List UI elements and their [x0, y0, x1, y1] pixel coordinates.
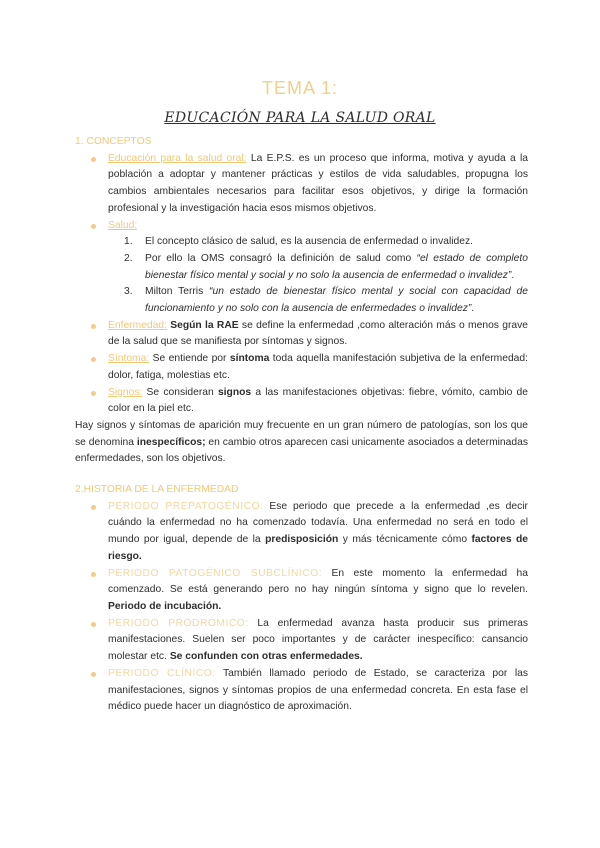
term-bold: Según la RAE [166, 319, 239, 331]
period-text: y más técnicamente cómo [338, 534, 472, 546]
term-bold: signos [217, 386, 252, 398]
list-item-sintoma [108, 351, 528, 384]
page-subtitle: EDUCACIÓN PARA LA SALUD ORAL [164, 110, 436, 126]
para-bold: inespecíficos; [136, 436, 206, 448]
periods-list [75, 499, 528, 716]
term-label: Educación para la salud oral: [108, 152, 247, 164]
list-item-period [108, 616, 528, 666]
page-title: TEMA 1: [261, 78, 339, 98]
item-quote: “un estado de bienestar físico mental y social con capacidad de funcionamiento y no solo con la ausencia de enfermedades o invalidez” [145, 286, 528, 315]
list-item-period [108, 499, 528, 566]
numbered-item [124, 284, 528, 317]
item-number: 2. [124, 252, 133, 264]
numbered-item [124, 251, 528, 284]
salud-numbered-list [108, 234, 528, 318]
list-item-eps [108, 151, 528, 218]
term-label: Salud: [108, 219, 138, 231]
period-label: PERIODO PRODRÓMICO: [108, 617, 249, 629]
item-number: 1. [124, 236, 133, 248]
period-label: PERIODO PREPATOGÉNICO: [108, 500, 264, 512]
period-bold: Periodo de incubación. [108, 600, 222, 612]
item-text: Milton Terris [145, 286, 210, 298]
term-label: Síntoma: [108, 353, 150, 365]
item-tail: . [471, 303, 475, 315]
term-text: toda aquella manifestación subjetiva de la enfermedad: dolor, fatiga, molestias etc. [108, 353, 528, 381]
item-text: El concepto clásico de salud, es la ausencia de enfermedad o invalidez. [145, 236, 473, 248]
period-text: También llamado periodo de Estado, se caracteriza por las manifestaciones, signos y síntomas propios de una enfermedad concreta. En esta fase el médico puede hacer un diagnóstico de aproximación. [108, 667, 528, 713]
para-text: Hay signos y síntomas de aparición muy frecuente en un gran número de patologías, son los que se denomina [75, 419, 528, 448]
list-item-salud [108, 218, 528, 318]
section-heading-historia: 2.HISTORIA DE LA ENFERMEDAD [75, 484, 239, 496]
para-text: en cambio otros aparecen casi unicamente asociados a determinadas enfermedades, son los objetivos. [75, 436, 528, 465]
term-label: Enfermedad: [108, 319, 167, 331]
term-text: se define la enfermedad ,como alteración más o menos grave de la salud que se manifiesta por síntomas y signos. [108, 319, 528, 348]
numbered-item [124, 234, 528, 251]
term-bold: síntoma [229, 353, 270, 365]
list-item-period [108, 666, 528, 716]
term-label: Signos: [108, 386, 143, 398]
list-item-period [108, 566, 528, 616]
period-text: En este momento la enfermedad ha comenzado. Se está generando pero no hay ningún síntoma y signo que lo revelen. [108, 567, 528, 596]
item-quote: “el estado de completo bienestar físico mental y social y no solo la ausencia de enfermedad o invalidez” [145, 252, 528, 281]
item-tail: . [511, 269, 515, 281]
document-body [75, 134, 528, 716]
item-text: Por ello la OMS consagró la definición de salud como [145, 252, 417, 264]
list-item-enfermedad [108, 318, 528, 351]
item-number: 3. [124, 286, 133, 298]
period-label: PERIODO CLÍNICO: [108, 667, 216, 679]
term-text: La E.P.S. es un proceso que informa, motiva y ayuda a la población a adoptar y mantener prácticas y estilos de vida saludables, propugna los cambios ambientales necesarios para facilitar esos objetivos, y dirige la formación profesional y la investigación hacia esos mismos objetivos. [108, 152, 528, 214]
term-text: Se entiende por [149, 353, 230, 365]
period-text: La enfermedad avanza hasta producir sus primeras manifestaciones. Suelen ser poco importantes y de carácter inespecífico: cansancio molestar etc. [108, 617, 528, 663]
paragraph-inespecificos [75, 418, 528, 468]
term-text: a las manifestaciones objetivas: fiebre, vómito, cambio de color en la piel etc. [108, 386, 528, 415]
period-bold: factores de riesgo. [108, 534, 529, 562]
period-text: Ese periodo que precede a la enfermedad ,es decir cuándo la enfermedad no ha comenzado todavía. Una enfermedad no será en todo el mundo por igual, depende de la [108, 500, 528, 546]
term-text: Se consideran [142, 386, 218, 398]
period-bold: Se confunden con otras enfermedades. [169, 651, 363, 663]
period-bold: predisposición [265, 534, 339, 546]
section-heading-conceptos: 1. CONCEPTOS [75, 136, 152, 147]
list-item-signos [108, 385, 528, 418]
concepts-list [75, 151, 528, 418]
period-label: PERIODO PATOGÉNICO SUBCLÍNICO: [108, 567, 323, 579]
